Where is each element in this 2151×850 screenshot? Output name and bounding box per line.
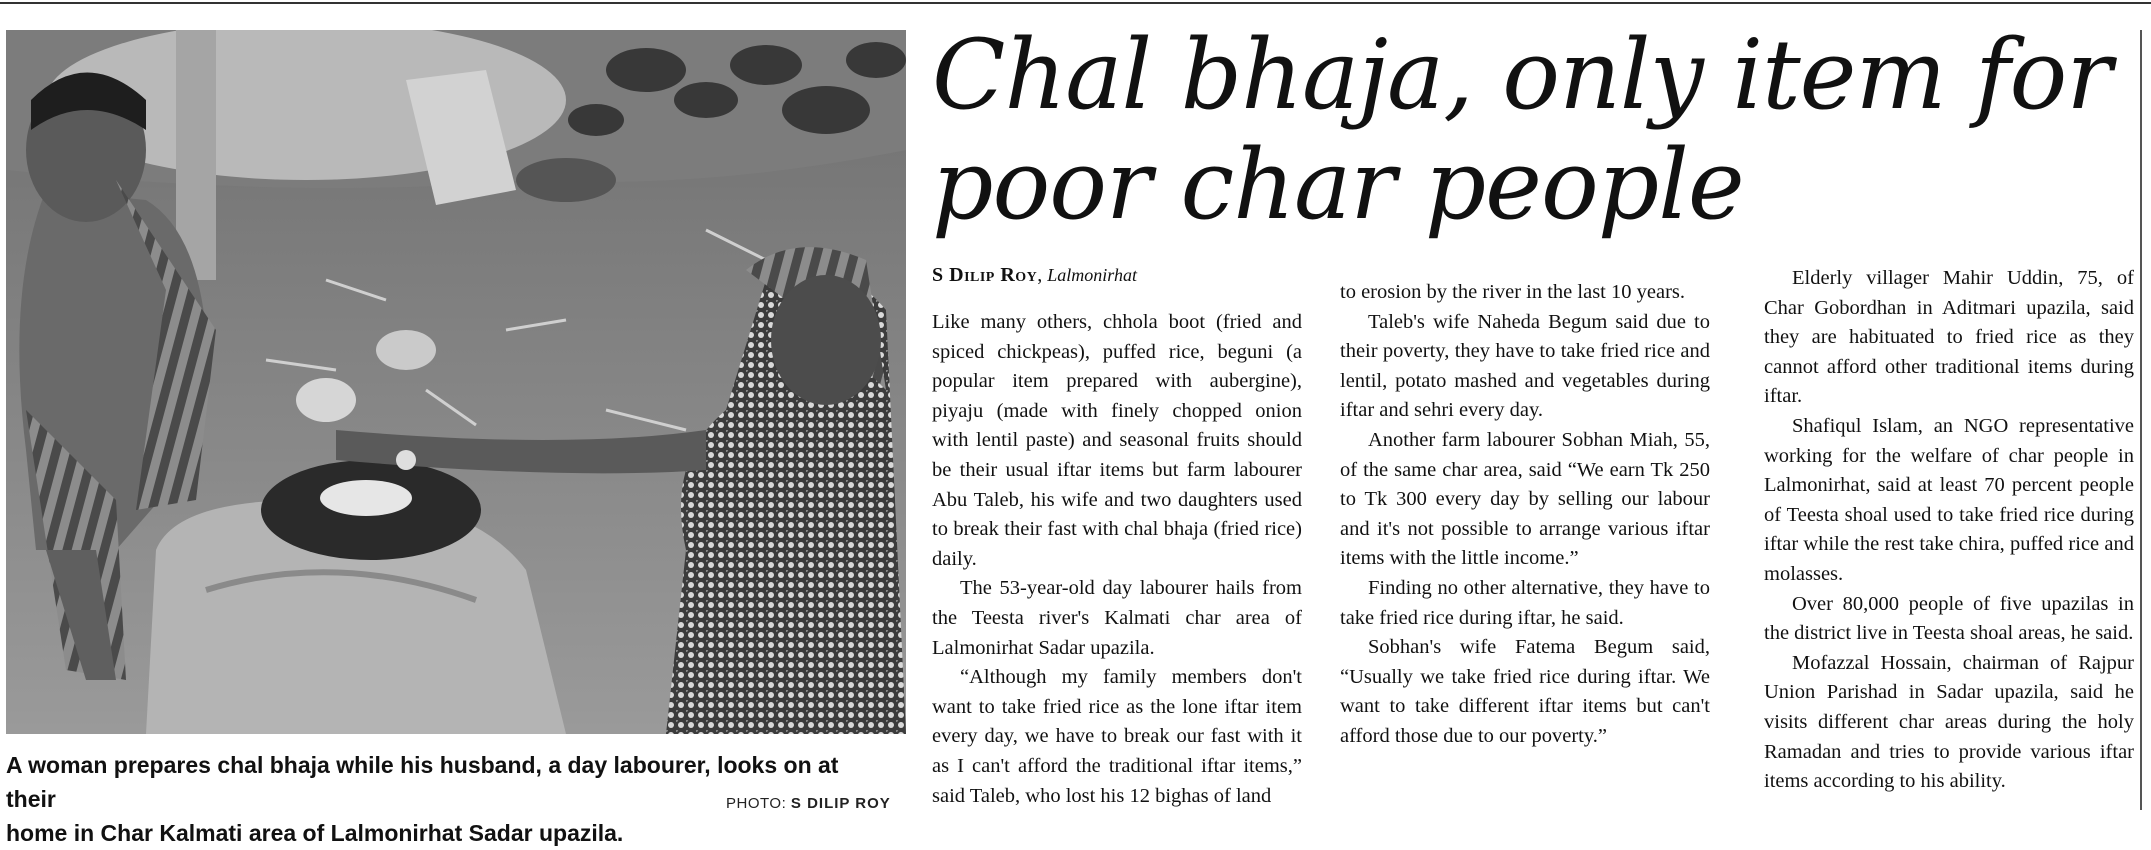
photo-credit	[726, 795, 891, 812]
paragraph: Mofazzal Hossain, chairman of Rajpur Union Parishad in Sadar upazila, said he visits different char areas during the holy Ramadan and tries to provide various iftar items according to his ability.	[1764, 651, 2134, 793]
paragraph: The 53-year-old day labourer hails from the Teesta river's Kalmati char area of Lalmonirhat Sadar upazila.	[932, 577, 1302, 659]
paragraph: Over 80,000 people of five upazilas in the district live in Teesta shoal areas, he said.	[1764, 592, 2134, 645]
news-photo	[6, 30, 906, 734]
paragraph: Elderly villager Mahir Uddin, 75, of Char Gobordhan in Aditmari upazila, said they are habituated to fried rice as they cannot afford other traditional items during iftar.	[1764, 267, 2134, 408]
article-column-2	[1340, 278, 1710, 752]
byline-author: S Dilip Roy	[932, 264, 1038, 286]
column-rule	[2140, 30, 2142, 810]
caption-line: home in Char Kalmati area of Lalmonirhat Sadar upazila.	[6, 820, 624, 846]
paragraph: Like many others, chhola boot (fried and spiced chickpeas), puffed rice, beguni (a popular item prepared with aubergine), piyaju (made with finely chopped onion with lentil paste) and seasonal fruits should be their usual iftar items but farm labourer Abu Taleb, his wife and two daughters used to break their fast with chal bhaja (fried rice) daily.	[932, 311, 1302, 570]
credit-label: PHOTO:	[726, 795, 787, 812]
credit-name: S DILIP ROY	[790, 795, 891, 812]
paragraph: “Although my family members don't want to take fried rice as the lone iftar item every day, we have to break our fast with it as I can't afford the traditional iftar items,” said Taleb, who lost his 12 bighas of land	[932, 666, 1302, 807]
headline-line: Chal bhaja, only item for	[932, 19, 2112, 131]
paragraph: Another farm labourer Sobhan Miah, 55, of the same char area, said “We earn Tk 250 to Tk 300 every day by selling our labour and it's not possible to arrange various iftar items with the little income.”	[1340, 428, 1710, 570]
paragraph: Shafiqul Islam, an NGO representative working for the welfare of char people in Lalmonirhat, said at least 70 percent people of Teesta shoal used to take fried rice during iftar while the rest take chira, puffed rice and molasses.	[1764, 414, 2134, 585]
byline: S Dilip Roy, Lalmonirhat	[932, 264, 1137, 286]
headline-line: poor char people	[932, 129, 1744, 241]
paragraph: to erosion by the river in the last 10 years.	[1340, 281, 1685, 303]
paragraph: Taleb's wife Naheda Begum said due to their poverty, they have to take fried rice and lentil, potato mashed and vegetables during iftar and sehri every day.	[1340, 310, 1710, 422]
article-column-3	[1764, 264, 2134, 797]
article-column-1	[932, 308, 1302, 811]
headline	[932, 20, 2132, 240]
paragraph: Sobhan's wife Fatema Begum said, “Usually we take fried rice during iftar. We want to take different iftar items but can't afford those due to our poverty.”	[1340, 636, 1710, 747]
byline-location: Lalmonirhat	[1047, 265, 1137, 285]
paragraph: Finding no other alternative, they have to take fried rice during iftar, he said.	[1340, 576, 1710, 629]
caption-line: A woman prepares chal bhaja while his husband, a day labourer, looks on at their	[6, 752, 839, 812]
top-rule	[0, 2, 2151, 4]
